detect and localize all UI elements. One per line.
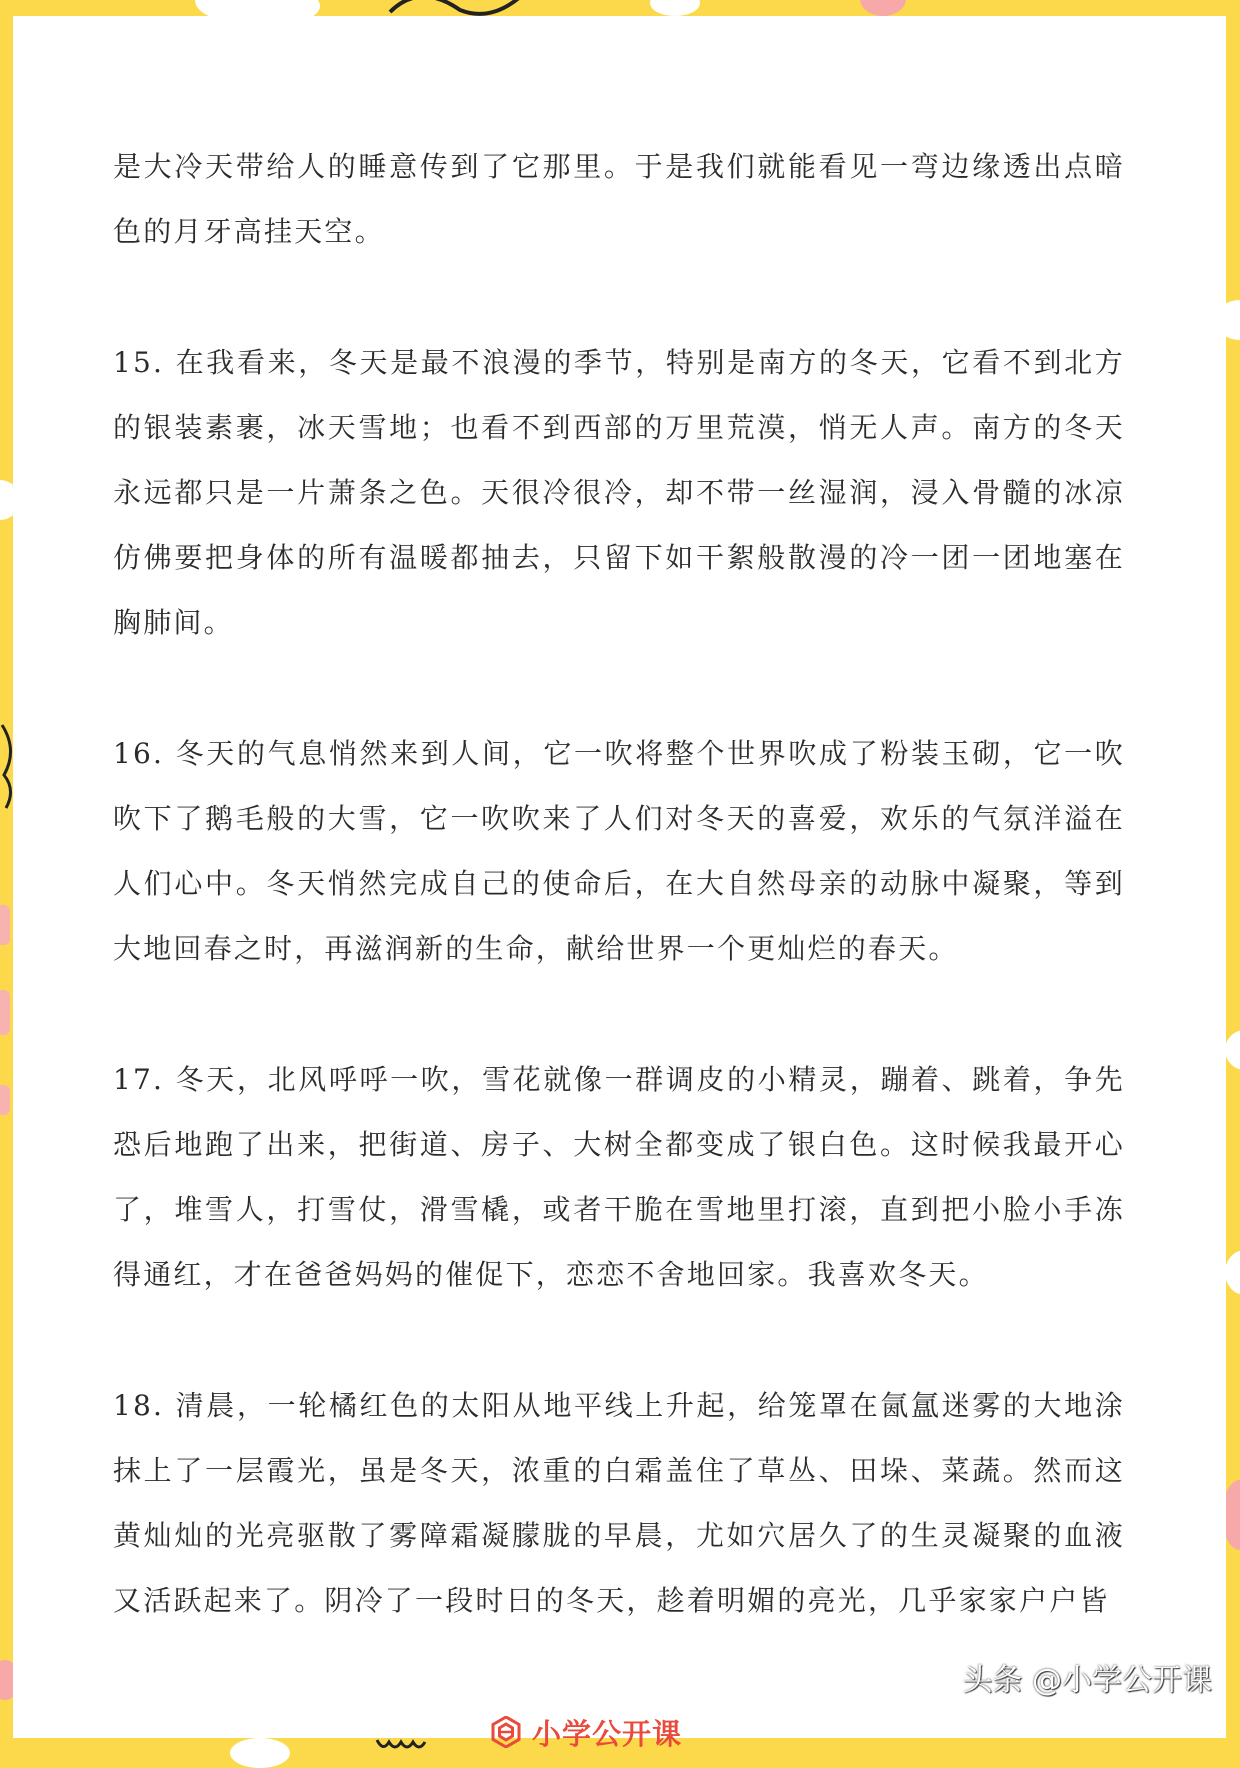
brand-name: 小学公开课: [532, 1716, 683, 1751]
paragraph: 17. 冬天，北风呼呼一吹，雪花就像一群调皮的小精灵，蹦着、跳着，争先恐后地跑了出来，把街道、房子、大树全都变成了银白色。这时候我最开心了，堆雪人，打雪仗，滑雪橇，或者干脆在雪地里打滚，直到把小脸小手冻得通红，才在爸爸妈妈的催促下，恋恋不舍地回家。我喜欢冬天。: [113, 1063, 1125, 1291]
footer-brand: [490, 1712, 682, 1752]
paragraph: 15. 在我看来，冬天是最不浪漫的季节，特别是南方的冬天，它看不到北方的银装素裹，冰天雪地；也看不到西部的万里荒漠，悄无人声。南方的冬天永远都只是一片萧条之色。天很冷很冷，却不带一丝湿润，浸入骨髓的冰凉仿佛要把身体的所有温暖都抽去，只留下如干絮般散漫的冷一团一团地塞在胸肺间。: [113, 346, 1125, 639]
paragraph: 16. 冬天的气息悄然来到人间，它一吹将整个世界吹成了粉装玉砌，它一吹吹下了鹅毛般的大雪，它一吹吹来了人们对冬天的喜爱，欢乐的气氛洋溢在人们心中。冬天悄然完成自己的使命后，在大自然母亲的动脉中凝聚，等到大地回春之时，再滋润新的生命，献给世界一个更灿烂的春天。: [113, 737, 1125, 965]
hexagon-logo-icon: [490, 1716, 522, 1748]
watermark: 头条 @小学公开课: [962, 1663, 1212, 1698]
paragraph: 是大冷天带给人的睡意传到了它那里。于是我们就能看见一弯边缘透出点暗色的月牙高挂天空。: [113, 150, 1125, 248]
article-content: [113, 134, 1125, 1633]
paragraph: 18. 清晨，一轮橘红色的太阳从地平线上升起，给笼罩在氤氲迷雾的大地涂抹上了一层霞光，虽是冬天，浓重的白霜盖住了草丛、田垛、菜蔬。然而这黄灿灿的光亮驱散了雾障霜凝朦胧的早晨，尤如穴居久了的生灵凝聚的血液又活跃起来了。阴冷了一段时日的冬天，趁着明媚的亮光，几乎家家户户皆: [113, 1389, 1125, 1617]
